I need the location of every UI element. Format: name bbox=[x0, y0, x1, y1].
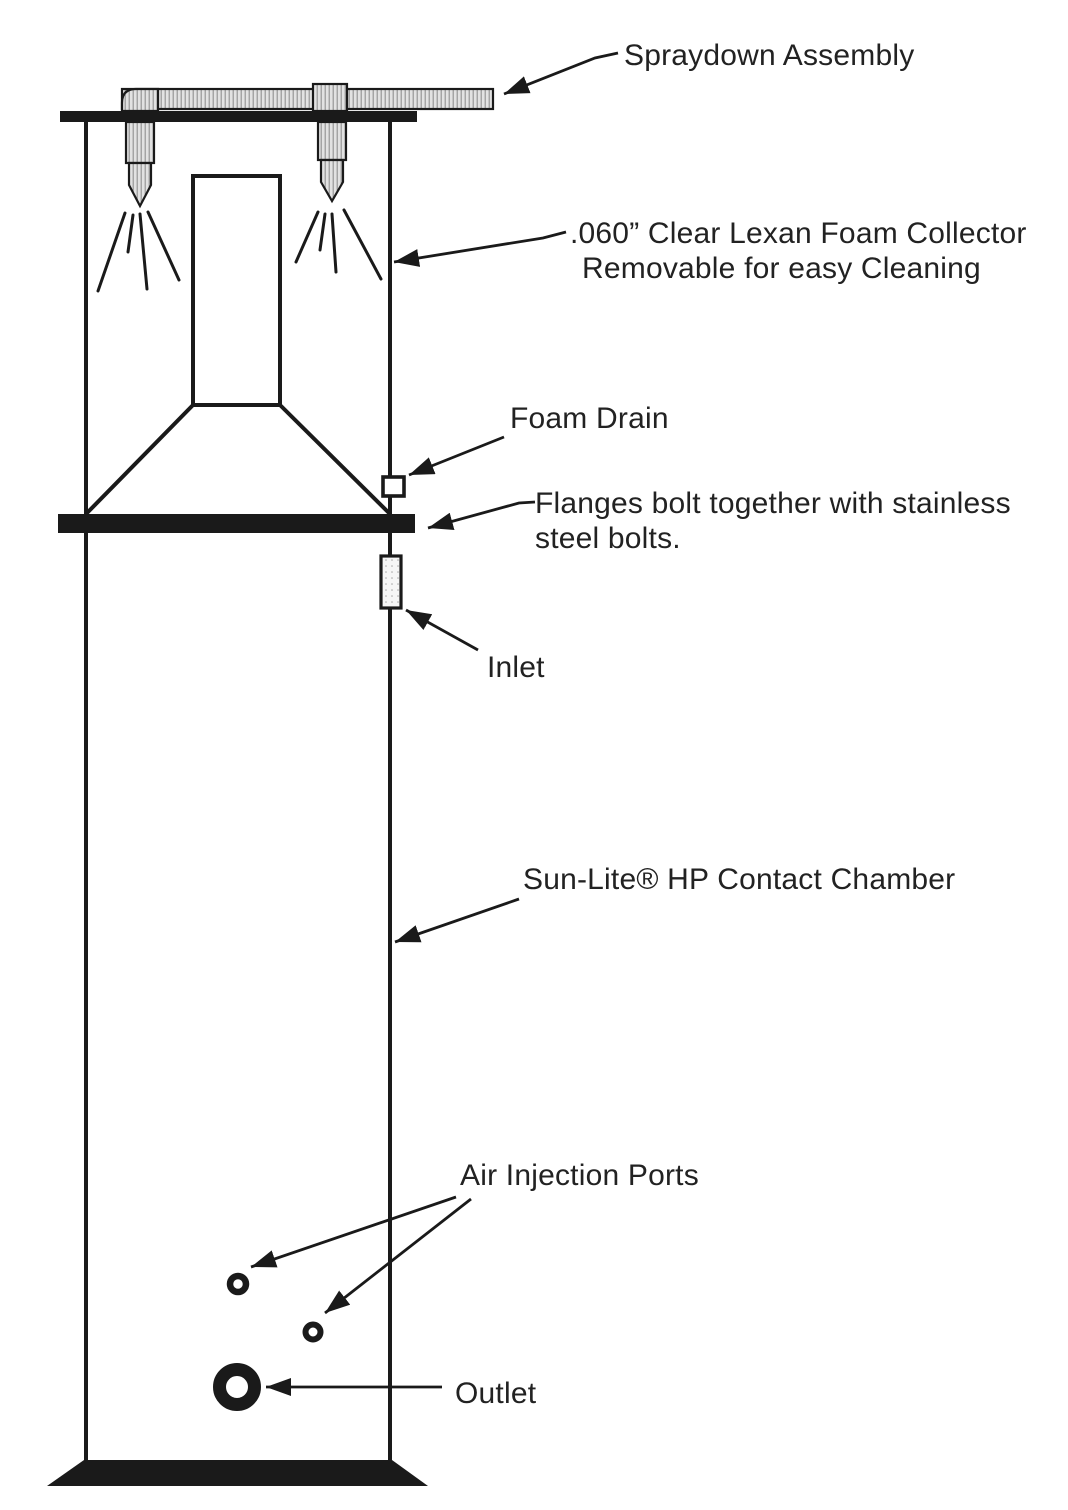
spraydown-pipe bbox=[122, 89, 493, 109]
label-air-injection-ports: Air Injection Ports bbox=[460, 1159, 699, 1192]
flange-joint bbox=[58, 514, 415, 533]
label-outlet: Outlet bbox=[455, 1377, 537, 1410]
air-port-arrow-upper bbox=[251, 1197, 456, 1267]
label-foam-collector bbox=[570, 216, 1027, 286]
flange-arrow bbox=[428, 502, 535, 528]
label-flange-note bbox=[535, 486, 1011, 556]
label-contact-chamber: Sun-Lite® HP Contact Chamber bbox=[523, 863, 956, 896]
foam-collector-riser bbox=[193, 176, 280, 405]
air-injection-port-lower bbox=[306, 1325, 321, 1340]
outlet-port bbox=[220, 1370, 255, 1405]
contact-chamber-arrow bbox=[395, 899, 519, 942]
inlet-arrow bbox=[406, 610, 478, 650]
foam-drain-arrow bbox=[409, 437, 504, 475]
spray-nozzle-left bbox=[126, 122, 154, 206]
air-injection-port-upper bbox=[230, 1276, 246, 1292]
pipe-elbow bbox=[122, 89, 158, 111]
pipe-coupling bbox=[313, 84, 347, 111]
label-flange-note-line1: Flanges bolt together with stainless bbox=[535, 487, 1011, 520]
label-foam-collector-line2: Removable for easy Cleaning bbox=[582, 252, 981, 285]
collector-cone-left bbox=[87, 405, 193, 513]
foam-drain-fitting bbox=[383, 477, 404, 496]
foam-collector-arrow bbox=[394, 232, 566, 262]
label-spraydown-assembly: Spraydown Assembly bbox=[624, 39, 915, 72]
spray-pattern-left bbox=[98, 212, 179, 291]
top-mounting-plate bbox=[60, 111, 417, 122]
spraydown-arrow bbox=[504, 53, 618, 94]
label-foam-collector-line1: .060” Clear Lexan Foam Collector bbox=[570, 217, 1027, 250]
spray-nozzle-right bbox=[318, 122, 346, 201]
label-flange-note-line2: steel bolts. bbox=[535, 522, 681, 555]
inlet-fitting bbox=[381, 556, 401, 608]
collector-cone-right bbox=[280, 405, 389, 513]
base-stand bbox=[47, 1460, 428, 1486]
label-inlet: Inlet bbox=[487, 651, 545, 684]
label-foam-drain: Foam Drain bbox=[510, 402, 669, 435]
spray-pattern-right bbox=[296, 210, 381, 279]
